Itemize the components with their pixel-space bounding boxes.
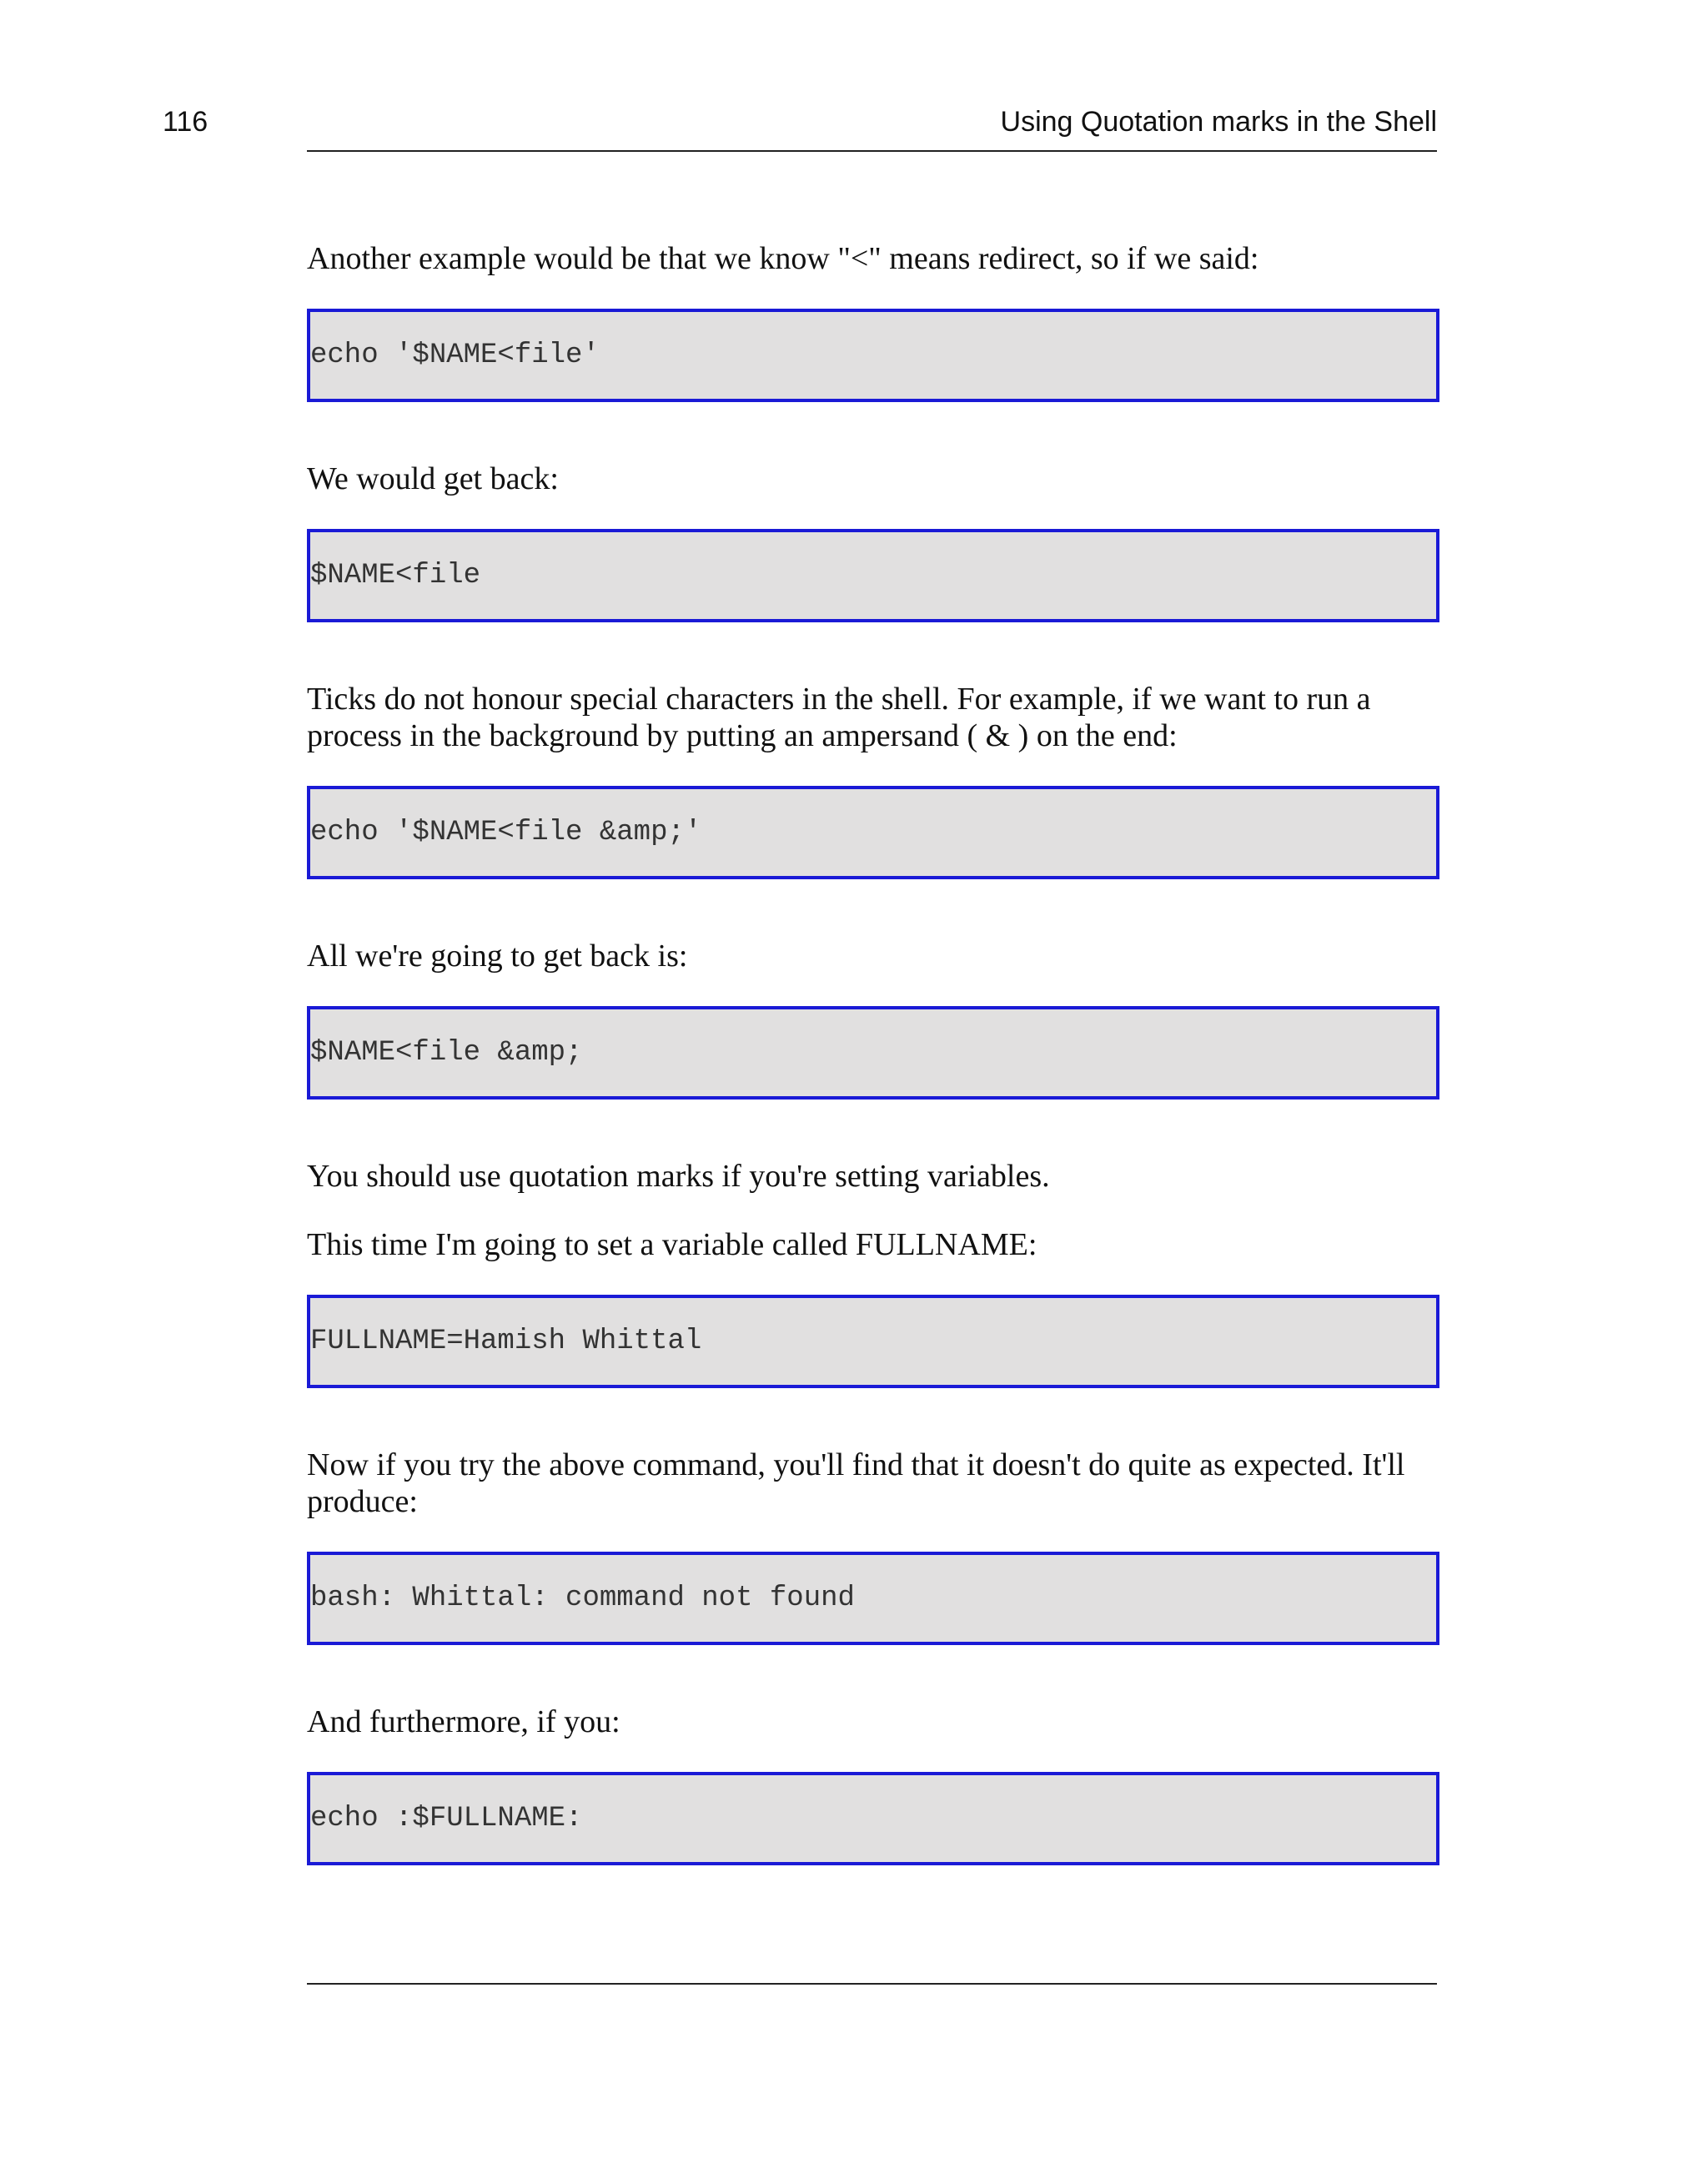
code-block-output-name-file: $NAME<file (307, 529, 1439, 622)
paragraph-redirect-example: Another example would be that we know "<" means redirect, so if we said: (307, 241, 1259, 276)
paragraph-use-quotation-marks: You should use quotation marks if you're setting variables. (307, 1159, 1050, 1194)
paragraph-furthermore: And furthermore, if you: (307, 1704, 620, 1739)
code-block-output-ampersand: $NAME<file &amp; (307, 1006, 1439, 1100)
running-head: Using Quotation marks in the Shell (1000, 106, 1437, 138)
paragraph-ticks: Ticks do not honour special characters in the shell. For example, if we want to run a process in the background by putting an ampersand ( & ) on the end: (307, 682, 1371, 753)
code-block-command-not-found: bash: Whittal: command not found (307, 1552, 1439, 1645)
footer-rule (307, 1983, 1437, 1985)
paragraph-all-get-back: All we're going to get back is: (307, 939, 688, 974)
code-block-echo-fullname: echo :$FULLNAME: (307, 1772, 1439, 1865)
page-number: 116 (163, 106, 208, 138)
paragraph-get-back: We would get back: (307, 461, 559, 496)
page-body (307, 240, 1439, 1865)
code-block-echo-name-file: echo '$NAME<file' (307, 309, 1439, 402)
paragraph-set-fullname: This time I'm going to set a variable called FULLNAME: (307, 1227, 1037, 1262)
paragraph-try-command: Now if you try the above command, you'll find that it doesn't do quite as expected. It'll produce: (307, 1447, 1405, 1519)
header-rule (307, 150, 1437, 152)
code-block-echo-ampersand: echo '$NAME<file &amp;' (307, 786, 1439, 879)
code-block-fullname-assign: FULLNAME=Hamish Whittal (307, 1295, 1439, 1388)
